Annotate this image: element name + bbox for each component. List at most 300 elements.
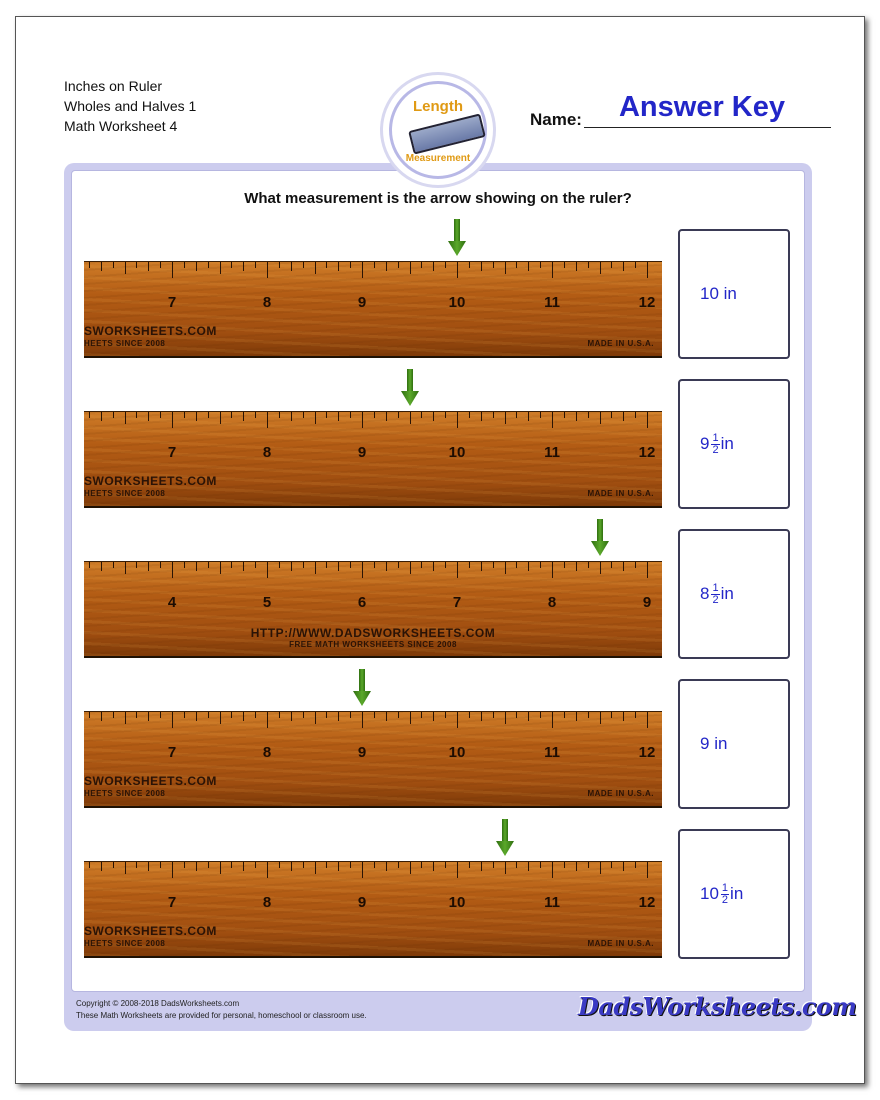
ruler-tick [291, 862, 292, 871]
ruler-tick [398, 562, 399, 568]
ruler-tick [552, 262, 553, 278]
ruler-since-text: HEETS SINCE 2008 [84, 789, 166, 798]
ruler-tick [481, 262, 482, 271]
ruler-tick [588, 862, 589, 868]
ruler-tick [433, 862, 434, 871]
name-label: Name: [530, 110, 582, 129]
ruler-tick [516, 712, 517, 718]
ruler-tick [386, 862, 387, 871]
ruler-inch-label: 9 [357, 894, 367, 911]
ruler-site-text: HTTP://WWW.DADSWORKSHEETS.COM [250, 626, 496, 640]
ruler-tick [635, 862, 636, 868]
ruler-tick [611, 862, 612, 868]
ruler-tick [611, 412, 612, 418]
answer-value [700, 531, 734, 657]
ruler-tick [303, 712, 304, 718]
ruler-tick [184, 862, 185, 868]
ruler-tick [564, 562, 565, 568]
answer-unit: in [720, 434, 734, 453]
ruler [84, 561, 662, 658]
ruler-tick [208, 712, 209, 718]
ruler-tick [540, 712, 541, 718]
ruler-tick [421, 862, 422, 868]
copyright-text: Copyright © 2008-2018 DadsWorksheets.com [76, 999, 240, 1008]
answer-whole: 10 [700, 884, 719, 903]
ruler-tick [386, 262, 387, 271]
ruler-made-in-text: MADE IN U.S.A. [587, 489, 654, 498]
ruler-tick [125, 262, 126, 274]
title-line-1: Inches on Ruler [64, 78, 163, 94]
ruler-inch-label: 5 [262, 594, 272, 611]
ruler-tick [291, 412, 292, 421]
ruler-tick [647, 562, 648, 578]
ruler-inch-label: 11 [544, 744, 560, 761]
answer-unit: in [720, 584, 734, 603]
ruler-tick [576, 562, 577, 571]
ruler-tick [220, 712, 221, 724]
ruler-tick [113, 412, 114, 418]
ruler-tick [374, 262, 375, 268]
ruler-tick [172, 862, 173, 878]
ruler-tick [386, 562, 387, 571]
ruler-tick [148, 562, 149, 571]
ruler-inch-label: 7 [167, 444, 177, 461]
ruler-tick [338, 562, 339, 571]
ruler-tick [611, 262, 612, 268]
ruler-tick [457, 712, 458, 728]
ruler-tick [350, 562, 351, 568]
ruler-inch-label: 9 [357, 744, 367, 761]
ruler-inch-label: 9 [642, 594, 652, 611]
ruler-tick [493, 562, 494, 568]
ruler [84, 861, 662, 958]
ruler-tick [267, 412, 268, 428]
ruler-tick [647, 262, 648, 278]
ruler-inch-label: 8 [262, 294, 272, 311]
ruler-tick [279, 412, 280, 418]
title-line-2: Wholes and Halves 1 [64, 98, 197, 114]
ruler-tick [315, 862, 316, 874]
ruler-tick [469, 712, 470, 718]
ruler-tick [172, 262, 173, 278]
ruler-tick [291, 262, 292, 271]
ruler [84, 261, 662, 358]
ruler-tick [279, 712, 280, 718]
ruler-tick [184, 562, 185, 568]
ruler-tick [398, 412, 399, 418]
ruler-tick [516, 412, 517, 418]
ruler-inch-label: 11 [544, 894, 560, 911]
ruler-tick [125, 562, 126, 574]
ruler-tick [255, 262, 256, 268]
ruler-tick [89, 712, 90, 718]
ruler-tick [208, 862, 209, 868]
ruler-tick [231, 562, 232, 568]
ruler-tick [136, 412, 137, 418]
ruler-inch-label: 7 [167, 294, 177, 311]
ruler-tick [421, 412, 422, 418]
ruler-site-text: SWORKSHEETS.COM [84, 774, 217, 788]
ruler-tick [196, 262, 197, 271]
ruler-site-text: SWORKSHEETS.COM [84, 474, 217, 488]
ruler-tick [635, 262, 636, 268]
ruler-tick [148, 262, 149, 271]
ruler-tick [89, 562, 90, 568]
ruler [84, 711, 662, 808]
ruler-tick [113, 862, 114, 868]
ruler-tick [635, 562, 636, 568]
answer-value [700, 231, 737, 357]
ruler-tick [172, 412, 173, 428]
ruler-site-text: SWORKSHEETS.COM [84, 924, 217, 938]
fraction-numerator: 1 [712, 581, 719, 594]
ruler-tick [505, 562, 506, 574]
ruler-tick [445, 562, 446, 568]
down-arrow-icon [495, 819, 515, 857]
ruler-tick [445, 712, 446, 718]
ruler-tick [469, 262, 470, 268]
ruler-tick [623, 262, 624, 271]
ruler-tick [350, 262, 351, 268]
answer-value [700, 381, 734, 507]
ruler-inch-label: 11 [544, 444, 560, 461]
answer-fraction [721, 883, 729, 906]
ruler-tick [255, 562, 256, 568]
ruler-tick [410, 412, 411, 424]
ruler-tick [576, 262, 577, 271]
ruler-tick [148, 412, 149, 421]
ruler-tick [445, 412, 446, 418]
ruler-tick [136, 562, 137, 568]
ruler-tick [184, 262, 185, 268]
ruler-tick [505, 412, 506, 424]
ruler-inch-label: 7 [452, 594, 462, 611]
ruler-tick [267, 862, 268, 878]
ruler-tick [611, 712, 612, 718]
ruler-tick [493, 712, 494, 718]
ruler-tick [410, 862, 411, 874]
ruler-tick [315, 562, 316, 574]
ruler-tick [101, 412, 102, 421]
answer-unit: in [723, 284, 737, 303]
ruler-since-text: HEETS SINCE 2008 [84, 489, 166, 498]
answer-value [700, 681, 727, 807]
ruler-tick [89, 262, 90, 268]
ruler-tick [160, 262, 161, 268]
ruler-tick [243, 862, 244, 871]
ruler-tick [243, 562, 244, 571]
ruler-inch-label: 11 [544, 294, 560, 311]
ruler-tick [528, 862, 529, 871]
ruler-tick [172, 712, 173, 728]
ruler-tick [528, 712, 529, 721]
ruler-tick [196, 562, 197, 571]
ruler-tick [125, 862, 126, 874]
down-arrow-icon [400, 369, 420, 407]
length-measurement-logo [380, 72, 496, 188]
ruler-tick [410, 262, 411, 274]
ruler-tick [469, 412, 470, 418]
dadsworksheets-logo: DadsWorksheets.com [578, 992, 857, 1021]
ruler-tick [600, 262, 601, 274]
ruler-tick [350, 712, 351, 718]
ruler-tick [564, 712, 565, 718]
ruler-made-in-text: MADE IN U.S.A. [587, 339, 654, 348]
ruler-tick [148, 712, 149, 721]
ruler-tick [113, 562, 114, 568]
down-arrow-icon [352, 669, 372, 707]
ruler-tick [623, 562, 624, 571]
ruler-tick [374, 862, 375, 868]
ruler-inch-label: 10 [448, 444, 466, 461]
ruler-inch-label: 12 [638, 744, 656, 761]
name-underline [584, 127, 831, 128]
ruler-tick [101, 562, 102, 571]
ruler-tick [457, 262, 458, 278]
ruler-tick [635, 712, 636, 718]
ruler-tick [421, 712, 422, 718]
ruler-tick [279, 262, 280, 268]
ruler-tick [421, 562, 422, 568]
ruler-tick [421, 262, 422, 268]
answer-box[interactable] [678, 679, 790, 809]
ruler-tick [600, 712, 601, 724]
ruler-tick [220, 862, 221, 874]
ruler-tick [445, 862, 446, 868]
answer-box[interactable] [678, 529, 790, 659]
ruler-tick [623, 412, 624, 421]
ruler-tick [243, 412, 244, 421]
ruler-tick [291, 562, 292, 571]
footer-text [76, 998, 367, 1022]
ruler-tick [303, 562, 304, 568]
ruler-tick [647, 412, 648, 428]
ruler-tick [481, 412, 482, 421]
ruler-tick [196, 862, 197, 871]
ruler-tick [410, 712, 411, 724]
ruler-tick [101, 262, 102, 271]
ruler-tick [588, 712, 589, 718]
ruler-tick [338, 412, 339, 421]
ruler-tick [160, 562, 161, 568]
ruler-tick [505, 862, 506, 874]
ruler-tick [374, 562, 375, 568]
worksheet-title-block [64, 76, 196, 136]
ruler-tick [505, 262, 506, 274]
ruler-tick [231, 712, 232, 718]
answer-fraction [711, 433, 719, 456]
fraction-denominator: 2 [712, 593, 719, 606]
ruler-tick [338, 712, 339, 721]
down-arrow-icon [590, 519, 610, 557]
ruler-tick [220, 562, 221, 574]
ruler-tick [136, 862, 137, 868]
ruler-tick [600, 862, 601, 874]
ruler-tick [576, 412, 577, 421]
answer-key-title: Answer Key [618, 91, 785, 123]
ruler-tick [600, 562, 601, 574]
ruler-tick [433, 262, 434, 271]
question-prompt: What measurement is the arrow showing on the ruler? [244, 190, 632, 207]
ruler-tick [267, 712, 268, 728]
ruler-tick [481, 862, 482, 871]
ruler-tick [647, 862, 648, 878]
ruler-tick [576, 862, 577, 871]
answer-fraction [711, 583, 719, 606]
title-line-3: Math Worksheet 4 [64, 118, 178, 134]
ruler-tick [386, 712, 387, 721]
ruler-tick [160, 412, 161, 418]
answer-box[interactable] [678, 379, 790, 509]
ruler-tick [279, 862, 280, 868]
ruler-tick [113, 262, 114, 268]
ruler-tick [611, 562, 612, 568]
ruler-tick [267, 262, 268, 278]
ruler-tick [564, 412, 565, 418]
ruler-tick [362, 412, 363, 428]
ruler-tick [326, 412, 327, 418]
ruler-tick [208, 262, 209, 268]
ruler-tick [113, 712, 114, 718]
ruler-inch-label: 8 [547, 594, 557, 611]
ruler-inch-label: 10 [448, 744, 466, 761]
ruler-inch-label: 7 [167, 744, 177, 761]
logo-ring [389, 81, 487, 179]
ruler-icon [408, 113, 486, 154]
ruler-tick [338, 262, 339, 271]
ruler-tick [623, 712, 624, 721]
ruler-tick [208, 412, 209, 418]
ruler-tick [208, 562, 209, 568]
ruler-tick [635, 412, 636, 418]
ruler-tick [540, 412, 541, 418]
ruler-tick [623, 862, 624, 871]
ruler-tick [315, 712, 316, 724]
ruler-tick [528, 412, 529, 421]
ruler-inch-label: 12 [638, 294, 656, 311]
ruler-tick [588, 262, 589, 268]
ruler-tick [469, 862, 470, 868]
ruler-tick [196, 412, 197, 421]
ruler-tick [267, 562, 268, 578]
ruler-tick [220, 412, 221, 424]
ruler-tick [101, 862, 102, 871]
down-arrow-icon [447, 219, 467, 257]
ruler-since-text: HEETS SINCE 2008 [84, 339, 166, 348]
ruler-since-text: HEETS SINCE 2008 [84, 939, 166, 948]
ruler [84, 411, 662, 508]
ruler-tick [552, 862, 553, 878]
ruler-inch-label: 9 [357, 294, 367, 311]
ruler-tick [89, 862, 90, 868]
ruler-tick [528, 262, 529, 271]
ruler-tick [362, 562, 363, 578]
ruler-made-in-text: MADE IN U.S.A. [587, 939, 654, 948]
ruler-tick [125, 412, 126, 424]
ruler-tick [588, 562, 589, 568]
ruler-tick [433, 712, 434, 721]
ruler-tick [469, 562, 470, 568]
ruler-tick [136, 712, 137, 718]
ruler-inch-label: 10 [448, 294, 466, 311]
ruler-tick [255, 412, 256, 418]
ruler-inch-label: 10 [448, 894, 466, 911]
ruler-tick [255, 712, 256, 718]
answer-whole: 9 [700, 434, 710, 453]
ruler-tick [505, 712, 506, 724]
ruler-tick [493, 862, 494, 868]
ruler-tick [101, 712, 102, 721]
ruler-tick [457, 862, 458, 878]
ruler-tick [481, 562, 482, 571]
ruler-tick [516, 862, 517, 868]
ruler-tick [326, 262, 327, 268]
ruler-tick [136, 262, 137, 268]
ruler-tick [243, 712, 244, 721]
ruler-tick [374, 412, 375, 418]
ruler-inch-label: 4 [167, 594, 177, 611]
ruler-inch-label: 9 [357, 444, 367, 461]
ruler-inch-label: 8 [262, 894, 272, 911]
ruler-inch-label: 8 [262, 444, 272, 461]
ruler-tick [220, 262, 221, 274]
answer-box[interactable] [678, 829, 790, 959]
ruler-tick [540, 862, 541, 868]
ruler-tick [160, 712, 161, 718]
ruler-tick [160, 862, 161, 868]
answer-whole: 10 [700, 284, 719, 303]
ruler-tick [255, 862, 256, 868]
ruler-tick [243, 262, 244, 271]
answer-whole: 9 [700, 734, 710, 753]
ruler-tick [350, 862, 351, 868]
answer-box[interactable] [678, 229, 790, 359]
ruler-tick [125, 712, 126, 724]
ruler-tick [516, 562, 517, 568]
ruler-tick [350, 412, 351, 418]
ruler-tick [231, 412, 232, 418]
ruler-tick [184, 712, 185, 718]
ruler-tick [326, 712, 327, 718]
ruler-since-text: FREE MATH WORKSHEETS SINCE 2008 [289, 640, 457, 649]
fraction-numerator: 1 [721, 881, 729, 894]
ruler-tick [386, 412, 387, 421]
ruler-tick [315, 412, 316, 424]
ruler-tick [588, 412, 589, 418]
ruler-tick [303, 862, 304, 868]
ruler-tick [279, 562, 280, 568]
ruler-inch-label: 12 [638, 444, 656, 461]
ruler-tick [398, 712, 399, 718]
fraction-denominator: 2 [712, 443, 719, 456]
ruler-tick [493, 262, 494, 268]
ruler-tick [564, 862, 565, 868]
answer-value [700, 831, 743, 957]
ruler-tick [445, 262, 446, 268]
ruler-tick [433, 562, 434, 571]
ruler-inch-label: 6 [357, 594, 367, 611]
ruler-tick [576, 712, 577, 721]
ruler-tick [552, 562, 553, 578]
ruler-tick [374, 712, 375, 718]
ruler-tick [433, 412, 434, 421]
ruler-tick [647, 712, 648, 728]
ruler-tick [291, 712, 292, 721]
ruler-tick [231, 262, 232, 268]
fraction-numerator: 1 [712, 431, 719, 444]
ruler-tick [89, 412, 90, 418]
ruler-tick [338, 862, 339, 871]
